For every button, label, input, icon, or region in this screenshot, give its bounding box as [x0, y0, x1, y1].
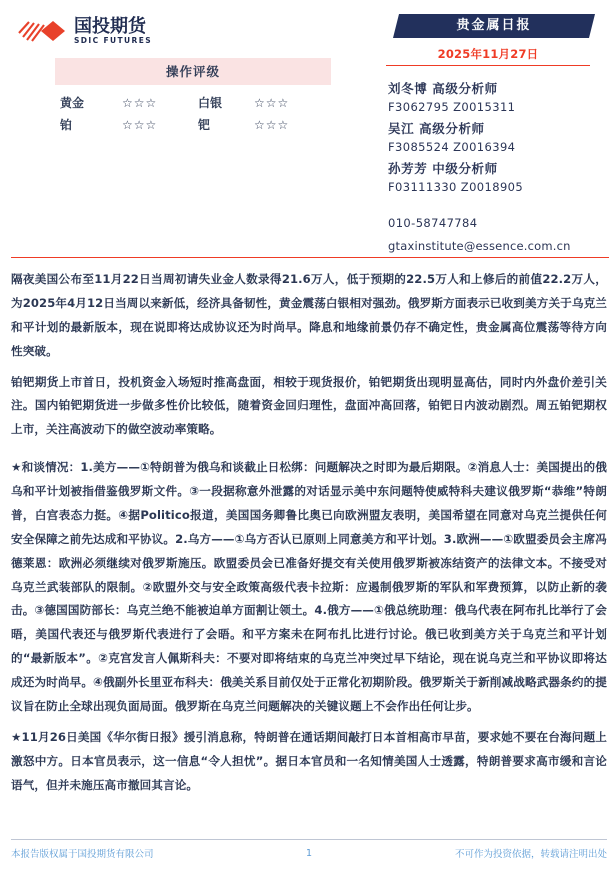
logo-wordmark — [74, 15, 153, 45]
header-divider — [11, 257, 609, 258]
rating-metal-platinum: 铂 — [60, 118, 73, 132]
body-bullet-peace-talks: ★和谈情况：1.美方——①特朗普为俄乌和谈截止日松绑：问题解决之时即为最后期限。②消息人士：美国提出的俄乌和平计划被指借鉴俄罗斯文件。③一段据称意外泄露的对话显示美中东问题特使威特科夫建议俄罗斯“恭维”特朗普，白宫表态力挺。④据Politico报道，美国国务卿鲁比奥已向欧洲盟友表明，美国希望在同意对乌克兰提供任何安全保障之前先达成和平协议。2.乌方——①乌方否认已原则上同意美方和平计划。3.欧洲——①欧盟委员会主席冯德莱恩：欧洲必须继续对俄罗斯施压。欧盟委员会已准备好提交有关使用俄罗斯被冻结资产的法律文本。不接受对乌克兰武装部队的限制。②欧盟外交与安全政策高级代表卡拉斯：应遏制俄罗斯的军队和军费预算，以防止新的袭击。③德国国防部长：乌克兰绝不能被迫单方面割让领土。4.俄方——①俄总统助理：俄乌代表在阿布扎比举行了会晤，美国代表还与俄罗斯代表进行了会晤。和平方案未在阿布扎比进行讨论。俄已收到美方关于乌克兰和平计划的“最新版本”。②克宫发言人佩斯科夫：不要对即将结束的乌克兰冲突过早下结论，现在说乌克兰和平协议即将达成还为时尚早。④俄副外长里亚布科夫：俄美关系目前仅处于正常化初期阶段。俄罗斯关于新削减战略武器条约的提议旨在防止全球出现负面局面。俄罗斯在乌克兰问题解决的关键议题上不会作出任何让步。 — [11, 460, 607, 713]
rating-stars-gold: ☆☆☆ — [122, 95, 158, 110]
ratings-table — [55, 92, 331, 136]
body-paragraph-1: 隔夜美国公布至11月22日当周初请失业金人数录得21.6万人，低于预期的22.5万人和上修后的前值22.2万人，为2025年4月12日当周以来新低，经济具备韧性，黄金震荡白银相对强劲。俄罗斯方面表示已收到美方关于乌克兰和平计划的最新版本，现在说即将达成协议还为时尚早。降息和地缘前景仍存不确定性，贵金属高位震荡等待方向性突破。 — [11, 272, 607, 358]
footer-copyright: 本报告版权属于国投期货有限公司 — [11, 849, 154, 860]
table-row — [55, 92, 331, 114]
footer-disclaimer: 不可作为投资依据，转载请注明出处 — [454, 849, 607, 860]
analyst-code-2: F3085524 Z0016394 — [388, 140, 516, 154]
body-paragraph-2: 铂钯期货上市首日，投机资金入场短时推高盘面，相较于现货报价，铂钯期货出现明显高估，同时内外盘价差引关注。国内铂钯期货进一步做多性价比较低，随着资金回归理性，盘面冲高回落，铂钯日内波动剧烈。周五铂钯期权上市，关注高波动下的做空波动率策略。 — [11, 374, 607, 437]
sdic-logo-icon — [17, 18, 69, 44]
contact-phone: 010-58747784 — [388, 216, 478, 230]
banner-title-text: 贵金属日报 — [456, 18, 532, 33]
header-right-column — [382, 0, 615, 253]
analyst-name-2: 吴江 高级分析师 — [388, 121, 485, 136]
rating-metal-palladium: 钯 — [198, 118, 211, 132]
analyst-name-3: 孙芳芳 中级分析师 — [388, 161, 498, 176]
ratings-title: 操作评级 — [55, 58, 331, 85]
analyst-name-1: 刘冬博 高级分析师 — [388, 81, 498, 96]
footer-page-number: 1 — [305, 847, 313, 859]
report-body — [11, 268, 607, 804]
analyst-code-1: F3062795 Z0015311 — [388, 100, 516, 114]
rating-stars-silver: ☆☆☆ — [254, 95, 290, 110]
logo-chinese-name: 国投期货 — [74, 15, 146, 37]
rating-metal-silver: 白银 — [198, 96, 223, 110]
rating-stars-palladium: ☆☆☆ — [254, 117, 290, 132]
analyst-code-3: F03111330 Z0018905 — [388, 180, 524, 194]
body-bullet-wsj-report: ★11月26日美国《华尔街日报》援引消息称，特朗普在通话期间敲打日本首相高市早苗，要求她不要在台海问题上激怒中方。日本官员表示，这一信息“令人担忧”。据日本官员和一名知情美国人士透露，特朗普要求高市缓和言论语气，但并未施压高市撤回其言论。 — [11, 729, 607, 792]
rating-metal-gold: 黄金 — [60, 96, 85, 110]
company-logo — [17, 16, 370, 46]
rating-stars-platinum: ☆☆☆ — [122, 117, 158, 132]
contact-email[interactable]: gtaxinstitute@essence.com.cn — [388, 239, 571, 253]
header-left-column — [0, 0, 370, 136]
page-footer — [11, 839, 607, 860]
analyst-list — [388, 79, 615, 194]
ratings-panel — [55, 58, 331, 136]
report-title-banner — [386, 14, 607, 38]
report-header — [0, 0, 615, 252]
report-date: 2025年11月27日 — [386, 46, 590, 66]
logo-english-name: SDIC FUTURES — [74, 35, 153, 45]
table-row — [55, 114, 331, 136]
contact-block — [388, 216, 615, 253]
